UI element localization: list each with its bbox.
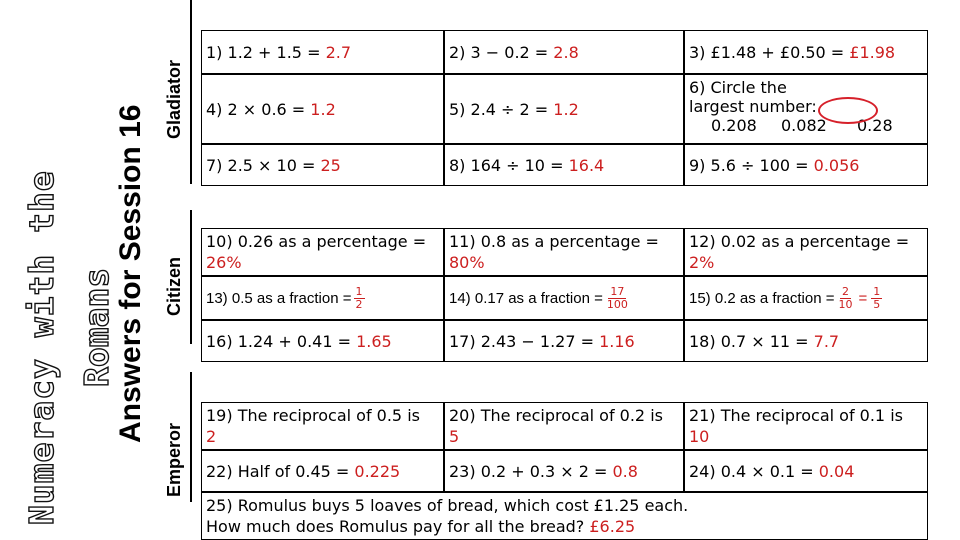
question-22-text: 22) Half of 0.45 = [206, 461, 350, 481]
question-7 [201, 144, 444, 186]
question-14 [444, 276, 684, 320]
question-3-text: 3) £1.48 + £0.50 = [689, 42, 845, 62]
question-25-line-2-wrap [206, 516, 923, 537]
question-5 [444, 74, 684, 144]
question-1 [201, 30, 444, 74]
section-label-gladiator: Gladiator [164, 59, 184, 139]
question-10-text: 10) 0.26 as a percentage = [206, 232, 427, 251]
question-21-text: 21) The reciprocal of 0.1 is [689, 406, 903, 425]
question-2-text: 2) 3 − 0.2 = [449, 42, 549, 62]
question-15-equals: = [858, 289, 868, 307]
question-21-answer: 10 [689, 427, 710, 446]
question-1-text: 1) 1.2 + 1.5 = [206, 42, 321, 62]
question-20-answer: 5 [449, 427, 460, 446]
question-15-denominator-2: 5 [873, 297, 881, 311]
question-16-answer: 1.65 [356, 331, 392, 351]
question-6-option-2[interactable]: 0.082 [781, 116, 827, 135]
question-15-simplified [871, 286, 882, 311]
question-9 [684, 144, 928, 186]
question-13-denominator: 2 [355, 297, 363, 311]
section-label-emperor: Emperor [164, 422, 184, 497]
question-8-text: 8) 164 ÷ 10 = [449, 155, 564, 175]
question-18-text: 18) 0.7 × 11 = [689, 331, 809, 351]
question-18 [684, 320, 928, 362]
question-24-text: 24) 0.4 × 0.1 = [689, 461, 814, 481]
question-17-answer: 1.16 [599, 331, 635, 351]
question-15 [684, 276, 928, 320]
question-18-answer: 7.7 [813, 331, 840, 351]
question-9-answer: 0.056 [813, 155, 860, 175]
question-10-answer: 26% [206, 253, 242, 272]
question-2 [444, 30, 684, 74]
question-13-numerator: 1 [355, 284, 363, 298]
question-17 [444, 320, 684, 362]
question-21 [684, 402, 928, 450]
question-6-option-3[interactable]: 0.28 [857, 116, 893, 135]
question-24 [684, 450, 928, 492]
section-divider-citizen [190, 210, 192, 344]
question-2-answer: 2.8 [553, 42, 579, 62]
question-14-denominator: 100 [606, 297, 628, 311]
question-6 [684, 74, 928, 144]
question-9-text: 9) 5.6 ÷ 100 = [689, 155, 809, 175]
question-25 [201, 492, 928, 540]
question-10 [201, 228, 444, 276]
question-22 [201, 450, 444, 492]
question-4-text: 4) 2 × 0.6 = [206, 99, 306, 119]
question-11-answer: 80% [449, 253, 485, 272]
section-divider-emperor [190, 372, 192, 502]
question-19 [201, 402, 444, 450]
question-4 [201, 74, 444, 144]
question-3-answer: £1.98 [849, 42, 896, 62]
question-1-answer: 2.7 [325, 42, 352, 62]
question-11 [444, 228, 684, 276]
question-13 [201, 276, 444, 320]
title-line-3: Answers for Session 16 [114, 104, 147, 443]
question-13-text: 13) 0.5 as a fraction = [206, 289, 352, 307]
question-17-text: 17) 2.43 − 1.27 = [449, 331, 595, 351]
question-20-text: 20) The reciprocal of 0.2 is [449, 406, 663, 425]
question-20 [444, 402, 684, 450]
question-7-text: 7) 2.5 × 10 = [206, 155, 316, 175]
question-19-text: 19) The reciprocal of 0.5 is [206, 406, 420, 425]
question-14-numerator: 17 [610, 284, 625, 298]
question-8 [444, 144, 684, 186]
question-14-text: 14) 0.17 as a fraction = [449, 289, 603, 307]
question-8-answer: 16.4 [568, 155, 605, 175]
question-12-text: 12) 0.02 as a percentage = [689, 232, 910, 251]
question-24-answer: 0.04 [818, 461, 855, 481]
question-13-answer [354, 286, 365, 311]
question-16-text: 16) 1.24 + 0.41 = [206, 331, 352, 351]
question-25-line-1: 25) Romulus buys 5 loaves of bread, which cost £1.25 each. [206, 496, 689, 515]
question-15-numerator: 2 [842, 284, 850, 298]
question-15-numerator-2: 1 [873, 284, 881, 298]
question-5-text: 5) 2.4 ÷ 2 = [449, 99, 549, 119]
question-25-line-2: How much does Romulus pay for all the bread? [206, 517, 585, 536]
title-line-1: Numeracy with the [22, 170, 61, 525]
section-label-citizen: Citizen [164, 256, 184, 316]
section-divider-gladiator [190, 0, 192, 184]
question-5-answer: 1.2 [553, 99, 579, 119]
question-14-answer [605, 286, 630, 311]
question-15-answer [837, 286, 855, 311]
question-22-answer: 0.225 [354, 461, 401, 481]
question-6-text: 6) Circle the largest number: [689, 78, 817, 116]
question-6-option-1[interactable]: 0.208 [711, 116, 757, 135]
question-25-answer: £6.25 [589, 517, 636, 536]
question-7-answer: 25 [320, 155, 341, 175]
question-16 [201, 320, 444, 362]
answer-circle-mark [818, 97, 878, 124]
question-11-text: 11) 0.8 as a percentage = [449, 232, 659, 251]
question-23-text: 23) 0.2 + 0.3 × 2 = [449, 461, 608, 481]
question-23-answer: 0.8 [612, 461, 638, 481]
question-4-answer: 1.2 [310, 99, 336, 119]
question-12-answer: 2% [689, 253, 715, 272]
question-19-answer: 2 [206, 427, 217, 446]
question-23 [444, 450, 684, 492]
question-15-denominator: 10 [838, 297, 853, 311]
question-3 [684, 30, 928, 74]
title-line-2: Romans [77, 267, 116, 387]
question-12 [684, 228, 928, 276]
question-6-options [689, 116, 923, 135]
question-15-text: 15) 0.2 as a fraction = [689, 289, 835, 307]
